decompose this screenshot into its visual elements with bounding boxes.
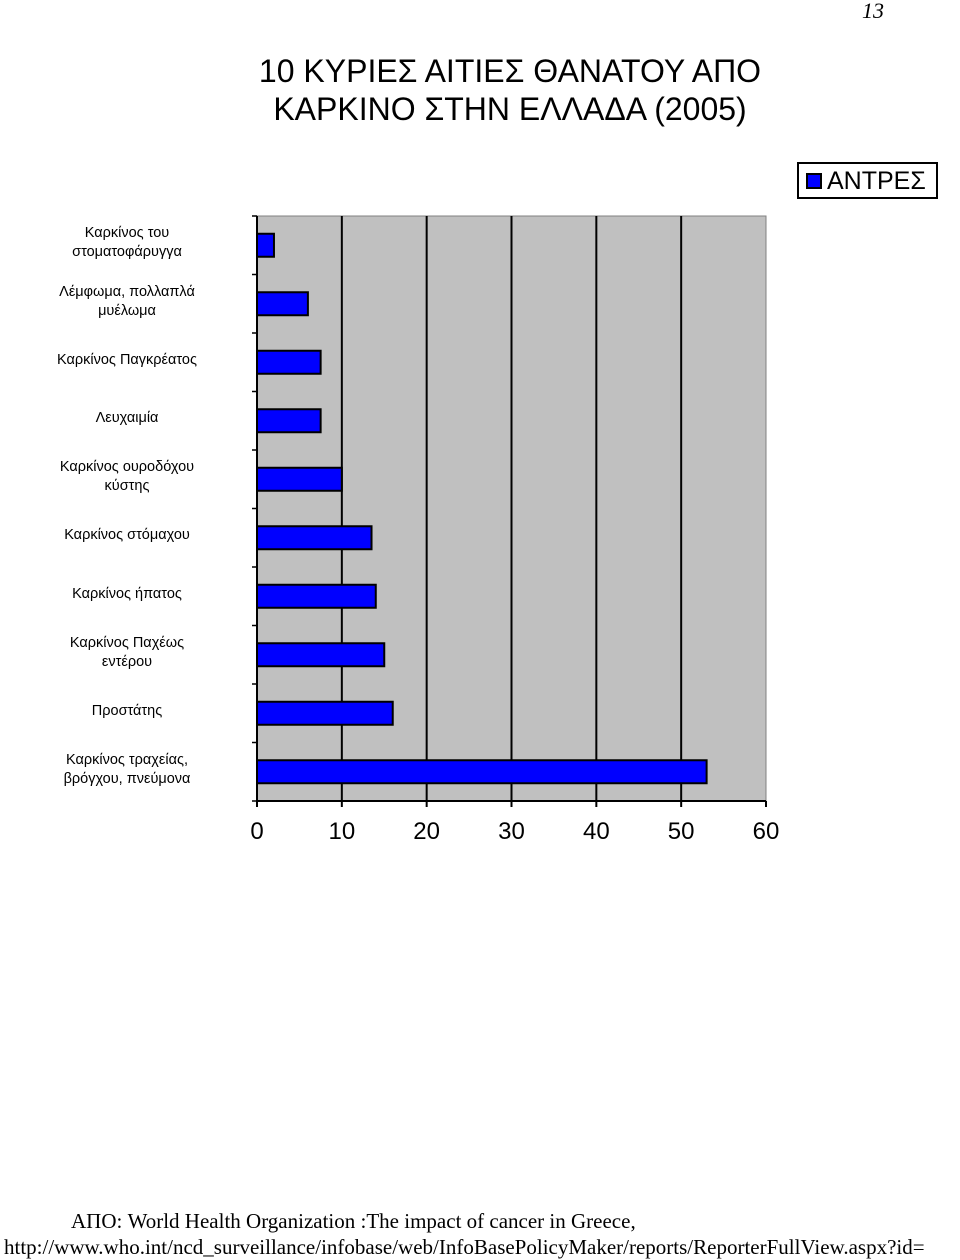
bar bbox=[257, 234, 274, 257]
category-label bbox=[7, 409, 247, 428]
x-tick-label: 50 bbox=[667, 818, 695, 845]
bar bbox=[257, 409, 321, 432]
category-label-line: βρόγχου, πνεύμονα bbox=[63, 770, 191, 787]
chart-title-line-1: 10 ΚΥΡΙΕΣ ΑΙΤΙΕΣ ΘΑΝΑΤΟΥ ΑΠΟ bbox=[258, 53, 762, 89]
x-tick-label: 60 bbox=[752, 818, 780, 845]
bar bbox=[257, 351, 321, 374]
category-label-line: Προστάτης bbox=[91, 702, 163, 719]
x-tick-label: 30 bbox=[498, 818, 525, 845]
category-label bbox=[7, 283, 247, 321]
category-label bbox=[7, 585, 247, 604]
category-label bbox=[7, 634, 247, 672]
source-line-1: ΑΠΟ: World Health Organization :The impact of cancer in Greece, bbox=[71, 1209, 636, 1233]
bar bbox=[257, 702, 393, 725]
category-label-line: μυέλωμα bbox=[98, 302, 156, 319]
category-label-line: κύστης bbox=[104, 478, 150, 495]
x-tick-label: 20 bbox=[413, 818, 440, 845]
bar bbox=[257, 643, 384, 666]
page-number: 13 bbox=[862, 0, 884, 23]
category-label bbox=[7, 751, 247, 789]
category-label bbox=[7, 458, 247, 496]
category-label-line: Λευχαιμία bbox=[95, 410, 159, 427]
category-label-line: εντέρου bbox=[101, 653, 153, 670]
category-label-line: Καρκίνος τραχείας, bbox=[66, 751, 188, 768]
category-label-line: Λέμφωμα, πολλαπλά bbox=[59, 283, 195, 300]
category-label-line: Καρκίνος Παχέως bbox=[69, 634, 185, 651]
x-tick-label: 0 bbox=[250, 818, 264, 845]
chart-title-line-2: ΚΑΡΚΙΝΟ ΣΤΗΝ ΕΛΛΑΔΑ (2005) bbox=[273, 91, 747, 127]
category-label-line: Καρκίνος στόμαχου bbox=[64, 527, 190, 544]
source-citation bbox=[0, 1208, 960, 1260]
bar bbox=[257, 468, 342, 491]
category-label bbox=[7, 702, 247, 721]
x-tick-label: 10 bbox=[328, 818, 356, 845]
bar bbox=[257, 585, 376, 608]
category-label-line: Καρκίνος ουροδόχου bbox=[59, 459, 195, 476]
bar bbox=[257, 526, 372, 549]
source-url: http://www.who.int/ncd_surveillance/infobase/web/InfoBasePolicyMaker/reports/ReporterFullView.aspx?id= bbox=[4, 1235, 925, 1259]
x-tick-label: 40 bbox=[582, 818, 610, 845]
bar bbox=[257, 292, 308, 315]
category-label bbox=[7, 224, 247, 262]
category-label bbox=[7, 351, 247, 370]
legend-label: ΑΝΤΡΕΣ bbox=[827, 166, 926, 195]
category-label-line: Καρκίνος Παγκρέατος bbox=[57, 351, 197, 368]
category-label bbox=[7, 526, 247, 545]
category-label-line: Καρκίνος ήπατος bbox=[72, 585, 182, 602]
category-label-line: Καρκίνος του bbox=[84, 225, 170, 242]
bar bbox=[257, 760, 707, 783]
category-label-line: στοματοφάρυγγα bbox=[72, 244, 182, 261]
